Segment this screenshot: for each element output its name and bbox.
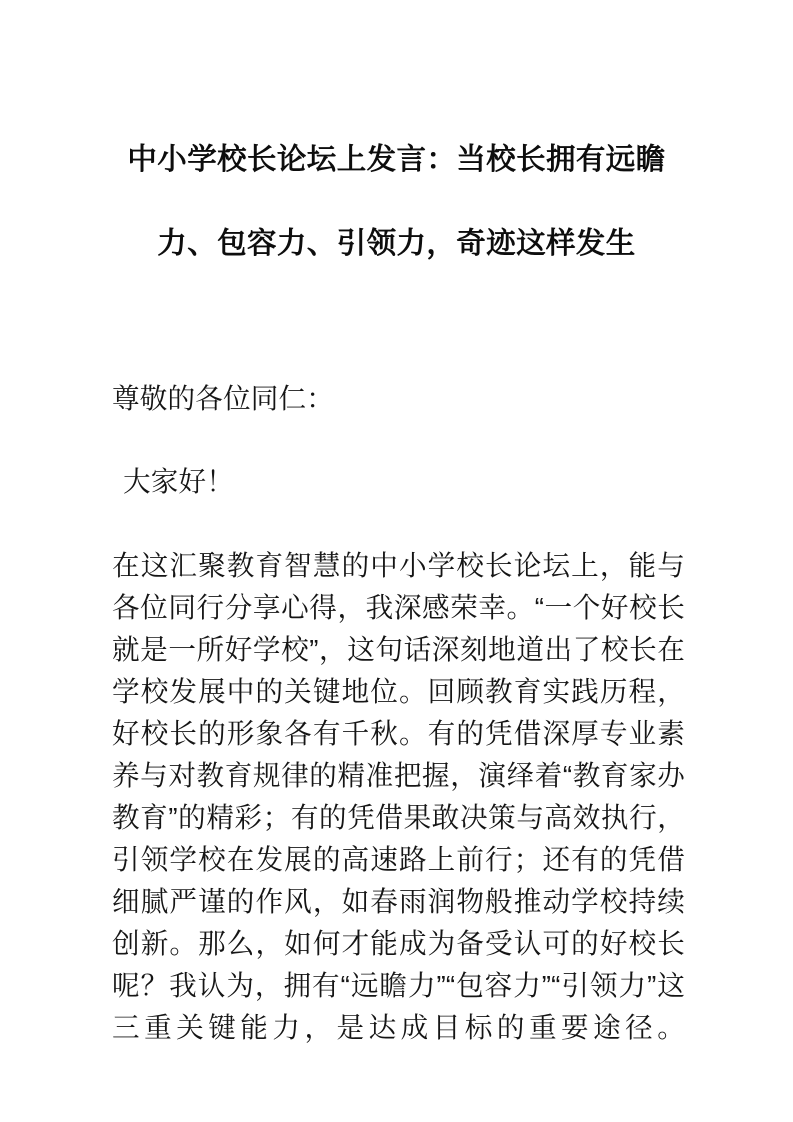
salutation-line: 尊敬的各位同仁： — [112, 383, 334, 414]
greeting-line: 大家好！ — [123, 466, 234, 497]
document-title-line-1: 中小学校长论坛上发言：当校长拥有远瞻 — [127, 143, 666, 176]
document-title-line-2: 力、包容力、引领力，奇迹这样发生 — [157, 227, 636, 260]
body-paragraph-1: 在这汇聚教育智慧的中小学校长论坛上，能与各位同行分享心得，我深感荣幸。“一个好校长就是一所好学校”，这句话深刻地道出了校长在学校发展中的关键地位。回顾教育实践历程，好校长的形象各有千秋。有的凭借深厚专业素养与对教育规律的精准把握，演绎着“教育家办教育”的精彩；有的凭借果敢决策与高效执行，引领学校在发展的高速路上前行；还有的凭借细腻严谨的作风，如春雨润物般推动学校持续创新。那么，如何才能成为备受认可的好校长呢？我认为，拥有“远瞻力”“包容力”“引领力”这三重关键能力，是达成目标的重要途径。 — [112, 550, 685, 1043]
document-body — [112, 378, 685, 1091]
document-title — [96, 118, 697, 286]
